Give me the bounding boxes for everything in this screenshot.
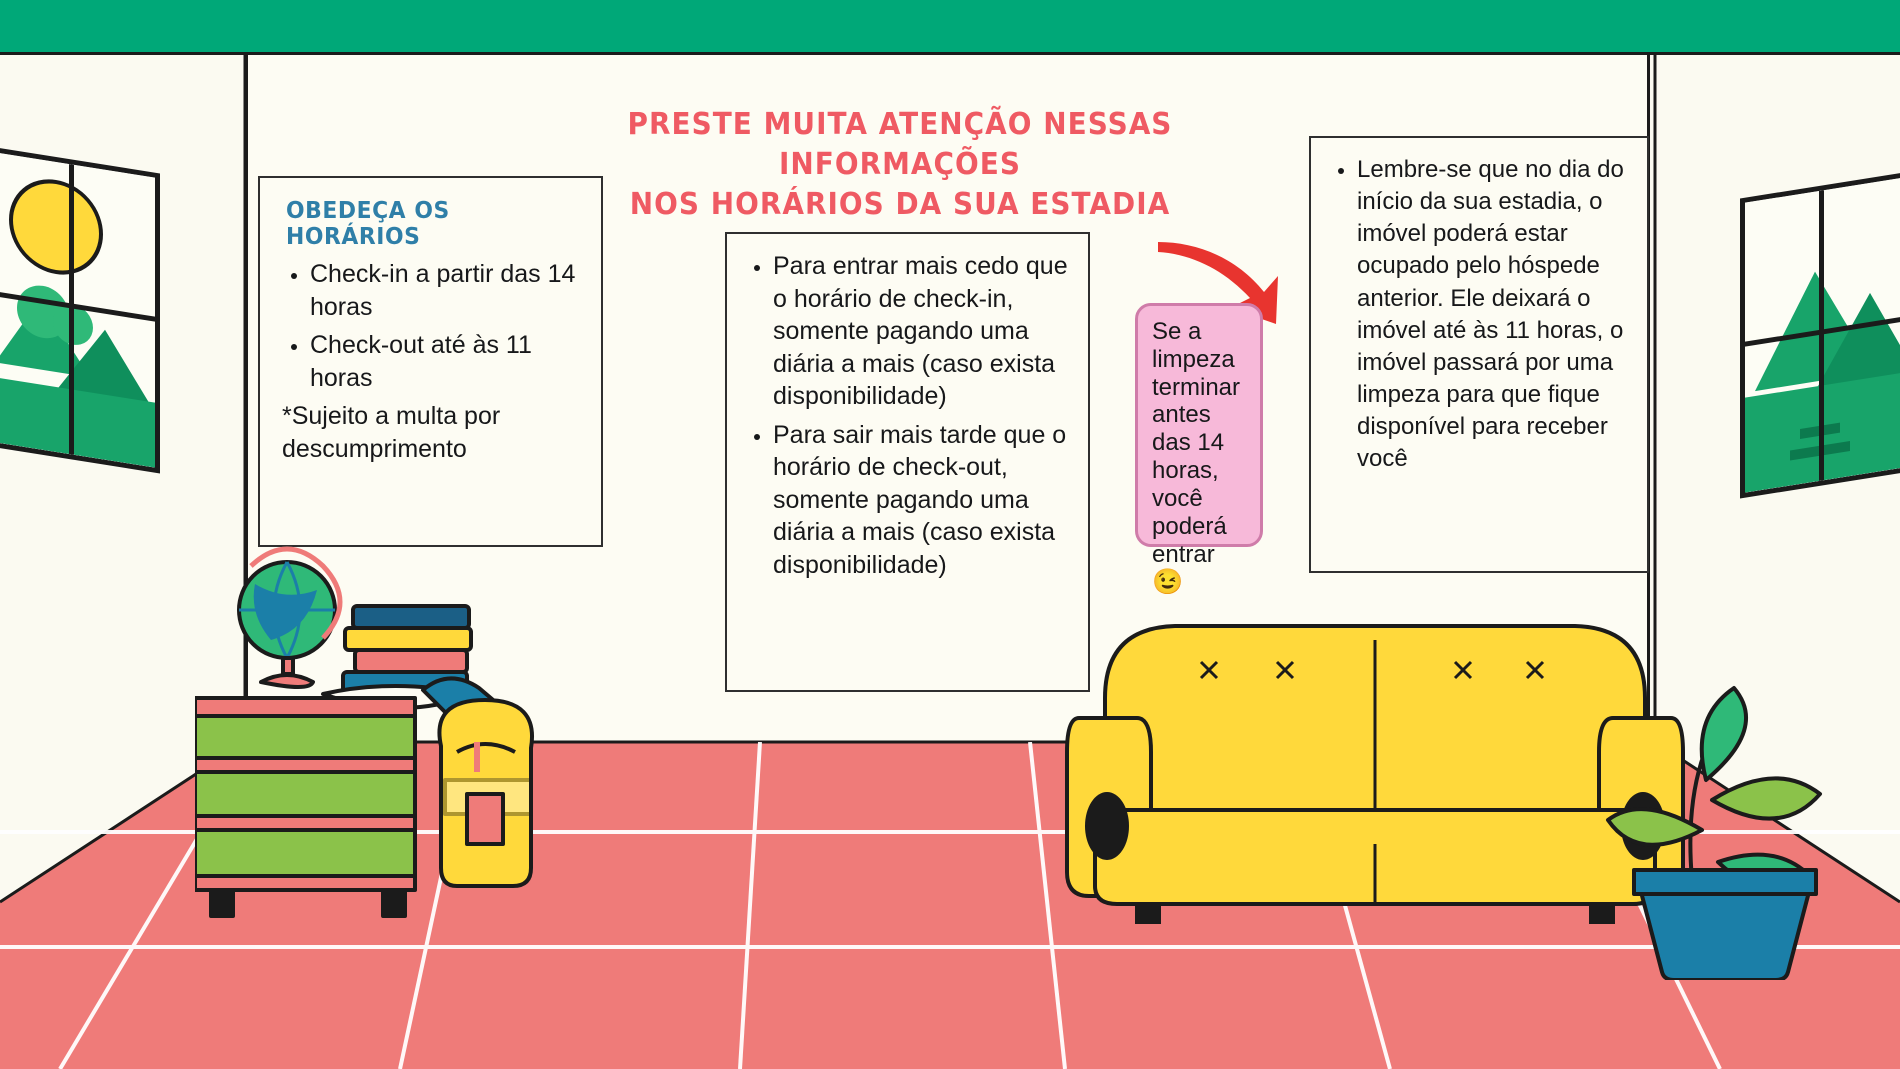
panel-c-list xyxy=(1329,154,1629,476)
backpack-illustration xyxy=(423,678,532,886)
list-item: • Check-in a partir das 14 horas xyxy=(310,258,581,323)
callout-limpeza xyxy=(1135,303,1263,597)
wink-emoji-icon: 😉 xyxy=(1152,568,1184,597)
list-item: • Check-out até às 11 horas xyxy=(310,329,581,394)
list-item: • Para entrar mais cedo que o horário de check-in, somente pagando uma diária a mais (caso exista disponibilidade) xyxy=(773,250,1072,413)
panel-a-note: *Sujeito a multa por descumprimento xyxy=(282,402,501,463)
ceiling-edge-line xyxy=(0,52,1900,55)
panel-a-list xyxy=(282,258,581,394)
globe-illustration xyxy=(239,549,340,687)
headline-line-1: PRESTE MUITA ATENÇÃO NESSAS INFORMAÇÕES xyxy=(627,107,1173,182)
headline-line-2: NOS HORÁRIOS DA SUA ESTADIA xyxy=(629,186,1171,222)
window-with-mountains-illustration xyxy=(1740,172,1900,499)
panel-a-title: OBEDEÇA OS HORÁRIOS xyxy=(286,198,450,250)
page-title xyxy=(547,105,1254,225)
panel-obedeca-os-horarios xyxy=(258,176,603,547)
panel-b-list xyxy=(745,250,1072,581)
callout-text: Se a limpeza terminar antes das 14 horas, você poderá entrar xyxy=(1152,318,1241,568)
list-item: • Lembre-se que no dia do início da sua estadia, o imóvel poderá estar ocupado pelo hóspede anterior. Ele deixará o imóvel até às 11 horas, o imóvel passará por uma limpeza para que fique disponível para receber você xyxy=(1357,154,1629,476)
shelf-with-globe-books-backpack-illustration xyxy=(195,540,645,940)
shelf-illustration xyxy=(195,698,415,916)
ceiling xyxy=(0,0,1900,52)
potted-plant-illustration xyxy=(1580,630,1860,980)
panel-hospede-anterior xyxy=(1309,136,1649,573)
list-item: • Para sair mais tarde que o horário de check-out, somente pagando uma diária a mais (caso exista disponibilidade) xyxy=(773,419,1072,582)
window-with-sun-illustration xyxy=(0,147,160,474)
panel-horarios-extras xyxy=(725,232,1090,692)
